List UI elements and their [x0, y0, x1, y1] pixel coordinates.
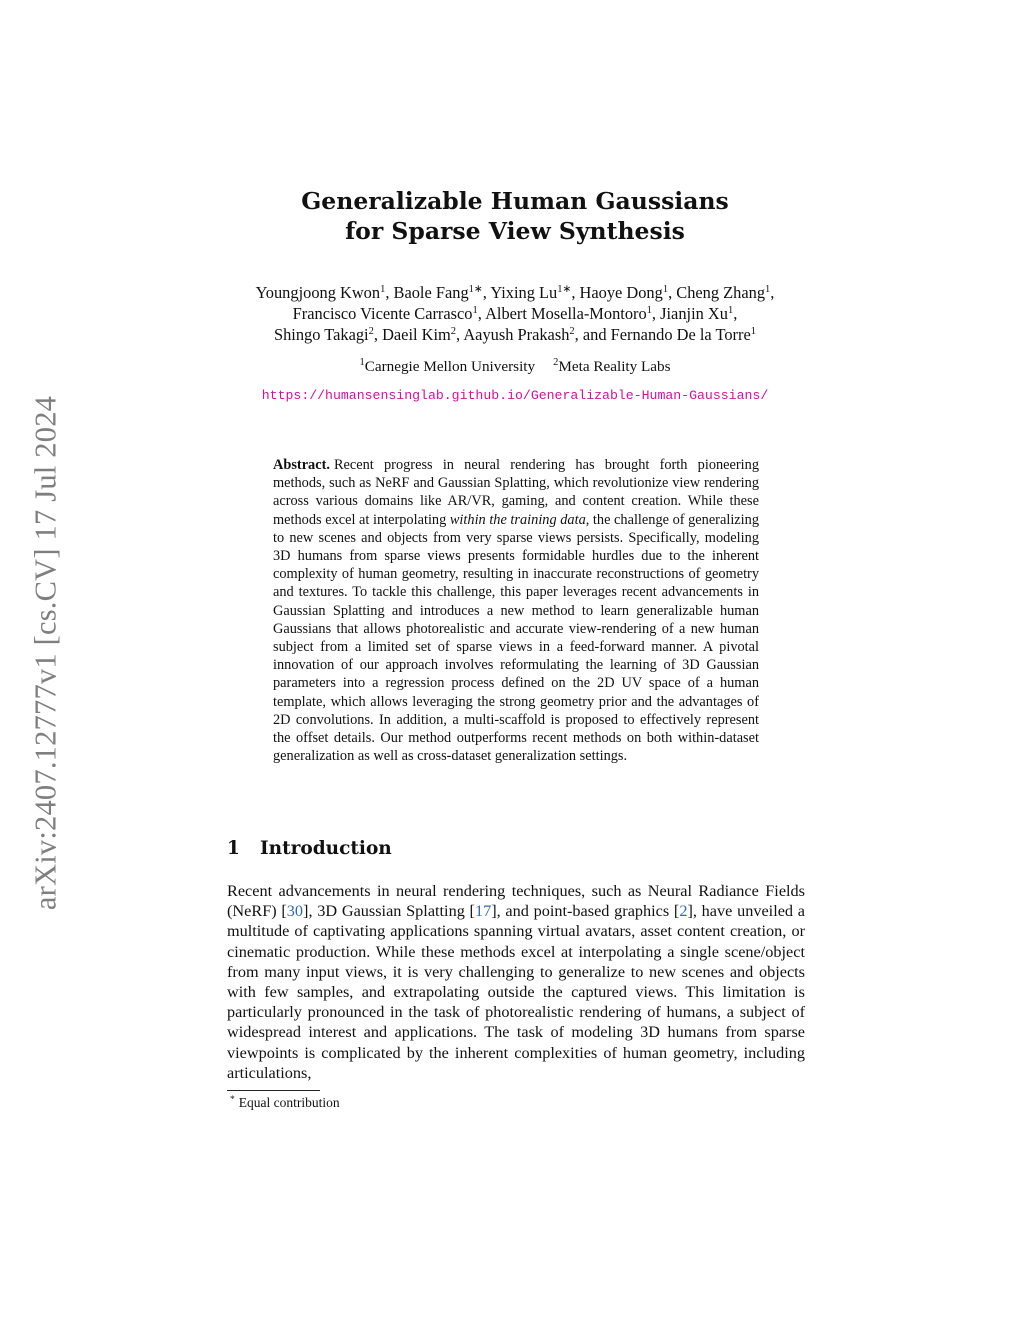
author-name: Albert Mosella-Montoro — [485, 304, 647, 323]
paper-title — [200, 186, 830, 246]
author-line-2 — [180, 303, 850, 324]
abstract-heading: Abstract. — [273, 457, 330, 473]
author-affil-mark: 1 — [472, 305, 478, 316]
project-url-link[interactable]: https://humansensinglab.github.io/Generalizable-Human-Gaussians/ — [261, 388, 769, 403]
author-name: Francisco Vicente Carrasco — [292, 304, 473, 323]
citation-link[interactable]: 30 — [286, 902, 304, 921]
author-sep: , — [571, 283, 580, 302]
intro-text: ], 3D Gaussian Splatting [ — [303, 902, 475, 921]
footnote-text: Equal contribution — [238, 1095, 340, 1110]
affiliation-name: Carnegie Mellon University — [364, 358, 536, 375]
author-sep: , — [482, 283, 491, 302]
intro-text: Recent advancements in neural rendering techniques, such as Neural Radiance Fields (NeRF) [ — [227, 882, 805, 921]
footnote-mark: * — [230, 1095, 235, 1105]
author-line-1 — [180, 282, 850, 303]
abstract-text-part-2: , the challenge of generalizing to new scenes and objects from very sparse views persists. Specifically, modeling 3D humans from sparse views presents formidable hurdles due to the inherent complexity of human geometry, resulting in inaccurate reconstructions of geometry and textures. To tackle this challenge, this paper leverages recent advancements in Gaussian Splatting and introduces a new method to learn generalizable human Gaussians that allows photorealistic and accurate view-rendering of a new human subject from a limited set of sparse views in a feed-forward manner. A pivotal innovation of our approach involves reformulating the learning of 3D Gaussian parameters into a regression process defined on the 2D UV space of a human template, which allows leveraging the strong geometry prior and the advantages of 2D convolutions. In addition, a multi-scaffold is proposed to effectively represent the offset details. Our method outperforms recent methods on both within-dataset generalization as well as cross-dataset generalization settings. — [273, 511, 759, 765]
author-affil-mark: 1 — [750, 326, 756, 337]
author-name: Baole Fang — [393, 283, 469, 302]
author-affil-mark: 1∗ — [468, 284, 483, 295]
author-name: Aayush Prakash — [463, 325, 570, 344]
author-affil-mark: 2 — [450, 326, 457, 337]
intro-text: ], have unveiled a multitude of captivating applications spanning virtual avatars, asset content creation, or cinematic production. While these methods excel at interpolating a single scene/object from many input views, it is very challenging to generalize to new scenes and objects with few samples, and extrapolating outside the captured views. This limitation is particularly pronounced in the task of photorealistic rendering of humans, a subject of widespread interest and applications. The task of modeling 3D humans from sparse viewpoints is complicated by the inherent complexities of human geometry, including articulations, — [227, 902, 805, 1082]
author-sep: , — [733, 304, 738, 323]
author-name: Daeil Kim — [382, 325, 451, 344]
author-name: Jianjin Xu — [660, 304, 728, 323]
intro-paragraph — [227, 881, 805, 1083]
footnote-rule — [227, 1090, 320, 1091]
abstract-emphasis: within the training data — [449, 511, 586, 528]
citation-link[interactable]: 17 — [474, 902, 492, 921]
title-line-2: for Sparse View Synthesis — [345, 217, 685, 245]
author-affil-mark: 1∗ — [557, 284, 572, 295]
author-sep: , — [477, 304, 486, 323]
abstract-text-part-1: Recent progress in neural rendering has brought forth pioneering methods, such as NeRF and Gaussian Splatting, which revolutionize view rendering across various domains like AR/VR, gaming, and content creation. While these methods excel at interpolating — [273, 457, 759, 528]
author-sep: , — [373, 325, 383, 344]
author-list — [180, 282, 850, 345]
author-name: Yixing Lu — [490, 283, 558, 302]
author-name: Haoye Dong — [579, 283, 663, 302]
citation-link[interactable]: 2 — [679, 902, 688, 921]
arxiv-identifier-stamp — [24, 365, 68, 940]
affiliations — [200, 357, 830, 377]
author-affil-mark: 2 — [569, 326, 575, 337]
affiliation-mark: 2 — [553, 357, 559, 368]
author-name: Youngjoong Kwon — [255, 283, 381, 302]
title-line-1: Generalizable Human Gaussians — [301, 187, 729, 215]
author-line-3 — [180, 324, 850, 345]
author-name: Cheng Zhang — [676, 283, 766, 302]
abstract — [273, 456, 759, 765]
author-name: Shingo Takagi — [273, 325, 369, 344]
author-sep: , — [770, 283, 775, 302]
section-title: Introduction — [260, 838, 392, 859]
affiliation-mark: 1 — [359, 357, 365, 368]
author-sep: , — [385, 283, 394, 302]
arxiv-stamp-text: arXiv:2407.12777v1 [cs.CV] 17 Jul 2024 — [28, 395, 63, 910]
intro-text: ], and point-based graphics [ — [491, 902, 680, 921]
author-affil-mark: 1 — [765, 284, 771, 295]
author-sep: , — [651, 304, 661, 323]
author-affil-mark: 1 — [646, 305, 652, 316]
author-affil-mark: 2 — [368, 326, 374, 337]
author-name: Fernando De la Torre — [610, 325, 751, 344]
footnote — [230, 1095, 340, 1111]
author-affil-mark: 1 — [727, 305, 734, 316]
author-affil-mark: 1 — [662, 284, 669, 295]
author-sep: , — [668, 283, 677, 302]
author-sep: , — [456, 325, 464, 344]
affiliation-name: Meta Reality Labs — [558, 358, 671, 375]
section-number: 1 — [227, 838, 240, 859]
author-sep: , and — [574, 325, 611, 344]
section-heading — [227, 838, 827, 859]
author-affil-mark: 1 — [380, 284, 386, 295]
